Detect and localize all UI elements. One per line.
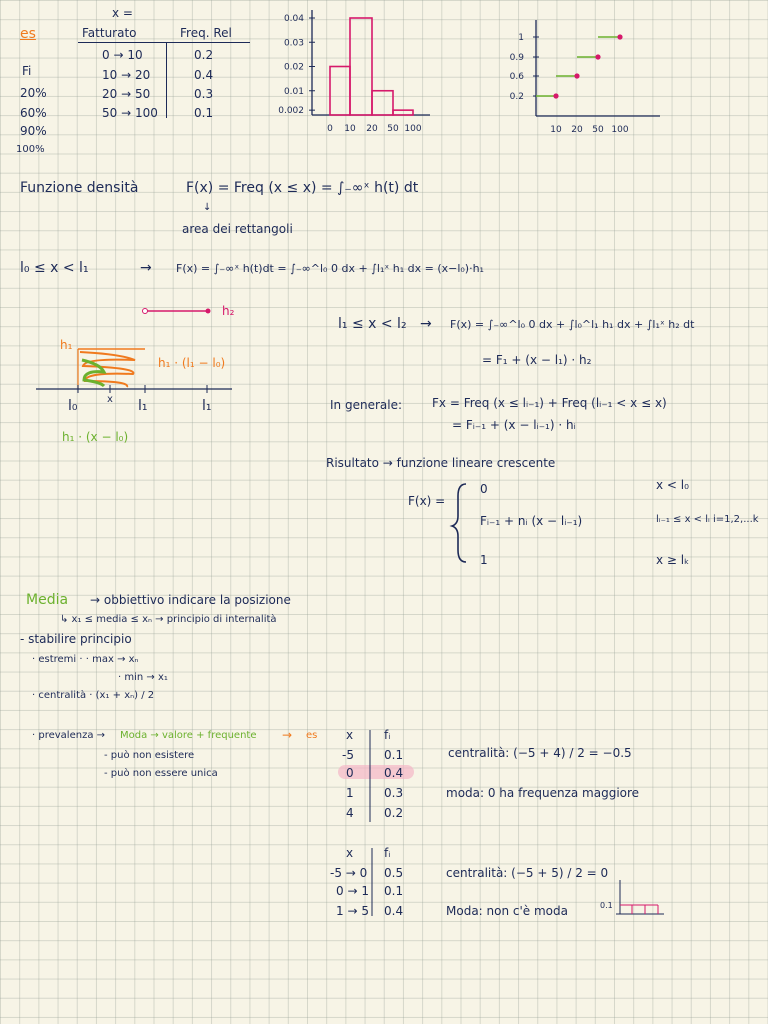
t2-cell: 1 → 5 — [336, 904, 369, 918]
result-case-cond: x ≥ lₖ — [656, 553, 690, 567]
t2-head: x — [346, 846, 354, 860]
t2-cell: 0.5 — [384, 866, 404, 880]
step-y-tick-label: 0.6 — [509, 72, 524, 82]
media-bullet: · min → x₁ — [118, 672, 168, 683]
step-x-tick-label: 20 — [571, 125, 583, 135]
media-goal: → obbiettivo indicare la posizione — [90, 593, 291, 607]
t2-centralita: centralità: (−5 + 5) / 2 = 0 — [446, 866, 609, 880]
col-header-freq: Freq. Rel — [180, 26, 232, 40]
t2-cell: 0 → 1 — [336, 884, 369, 898]
table-cell: 20 → 50 — [102, 87, 151, 101]
density-arrow: ↓ — [203, 202, 212, 213]
sketch-x: x — [107, 394, 113, 405]
result-label: Risultato → funzione lineare crescente — [326, 456, 556, 470]
closed-dot — [206, 309, 211, 314]
hist-x-tick-label: 20 — [366, 124, 378, 134]
general-label: In generale: — [330, 398, 402, 412]
table-cell: 0 → 10 — [102, 48, 143, 62]
hist-y-tick-label: 0.03 — [283, 38, 304, 49]
hist-x-tick-label: 0 — [327, 124, 333, 134]
density-formula: F(x) = Freq (x ≤ x) = ∫₋∞ˣ h(t) dt — [186, 180, 419, 196]
media-bullet: - stabilire principio — [20, 632, 132, 646]
moda-note: - può non essere unica — [104, 768, 218, 779]
hist-y-tick-label: 0.04 — [283, 14, 304, 24]
step-y-tick-label: 0.2 — [509, 92, 524, 102]
result-case: 0 — [480, 482, 488, 496]
sketch-l0: l₀ — [68, 398, 78, 414]
t2-tick: 0.1 — [600, 901, 613, 910]
result-case: 1 — [480, 553, 488, 567]
table-cell: 0.2 — [194, 48, 214, 62]
t2-cell: -5 → 0 — [330, 866, 368, 880]
moda-es: es — [306, 730, 318, 741]
t1-centralita: centralità: (−5 + 4) / 2 = −0.5 — [448, 746, 632, 760]
table-cell: 0.4 — [194, 68, 214, 82]
t1-cell: 4 — [346, 806, 354, 820]
t1-head: fᵢ — [384, 728, 391, 742]
t2-head: fᵢ — [384, 846, 391, 860]
hist-y-tick-label: 0.02 — [283, 62, 304, 73]
t2-cell: 0.4 — [384, 904, 404, 918]
t1-moda: moda: 0 ha frequenza maggiore — [446, 786, 640, 800]
sketch-h2: h₂ — [222, 304, 235, 318]
media-bullet: · centralità · (x₁ + xₙ) / 2 — [32, 690, 155, 701]
es-label: es — [20, 26, 36, 42]
left-label: 90% — [20, 124, 47, 138]
case1-arrow: → — [140, 260, 152, 276]
moda-note: - può non esistere — [104, 750, 195, 761]
left-label: Fi — [22, 64, 32, 78]
case1-formula: F(x) = ∫₋∞ˣ h(t)dt = ∫₋∞^l₀ 0 dx + ∫l₁ˣ h₁ dx = (x−l₀)·h₁ — [176, 262, 484, 275]
t1-cell: 0.2 — [384, 806, 404, 820]
case1-condition: l₀ ≤ x < l₁ — [20, 260, 89, 276]
case2-condition: l₁ ≤ x < l₂ — [338, 316, 407, 332]
t1-cell: 0.1 — [384, 748, 404, 762]
hist-y-tick-label: 0.002 — [278, 106, 304, 117]
media-title: Media — [26, 592, 69, 608]
t1-cell: 0.3 — [384, 786, 404, 800]
left-label: 100% — [16, 144, 45, 155]
step-x-tick-label: 10 — [550, 125, 562, 135]
density-title: Funzione densità — [20, 180, 139, 196]
media-bullet: · estremi · · max → xₙ — [32, 654, 139, 665]
left-label: 20% — [20, 86, 47, 100]
table-cell: 0.3 — [194, 87, 214, 101]
sketch-area-label: h₁ · (l₁ − l₀) — [158, 356, 226, 370]
step-y-tick-label: 0.9 — [509, 53, 524, 63]
result-case-cond: lᵢ₋₁ ≤ x < lᵢ i=1,2,...k — [656, 514, 759, 525]
t1-cell: 1 — [346, 786, 354, 800]
table-cell: 50 → 100 — [102, 106, 158, 120]
open-dot — [143, 309, 148, 314]
t1-head: x — [346, 728, 354, 742]
step-x-tick-label: 100 — [611, 125, 629, 135]
hist-y-tick-label: 0.01 — [283, 86, 304, 97]
case2-result: = F₁ + (x − l₁) · h₂ — [482, 353, 592, 367]
hist-x-tick-label: 100 — [404, 124, 422, 134]
general-line1: Fx = Freq (x ≤ lᵢ₋₁) + Freq (lᵢ₋₁ < x ≤ x) — [432, 396, 667, 410]
col-header-fatturato: Fatturato — [82, 26, 137, 40]
prevalenza-label: · prevalenza → — [32, 730, 105, 741]
sketch-green-label: h₁ · (x − l₀) — [62, 430, 129, 444]
hist-x-tick-label: 10 — [344, 124, 356, 134]
t1-cell: 0 — [346, 766, 354, 780]
general-line2: = Fᵢ₋₁ + (x − lᵢ₋₁) · hᵢ — [452, 418, 576, 432]
result-case: Fᵢ₋₁ + nᵢ (x − lᵢ₋₁) — [480, 514, 583, 528]
moda-arrow: → — [282, 728, 293, 742]
moda-def: Moda → valore + frequente — [120, 730, 257, 741]
cases-brace — [452, 484, 466, 562]
sketch-l1: l₁ — [138, 398, 148, 414]
density-note: area dei rettangoli — [182, 222, 293, 236]
x-eq: x = — [112, 6, 133, 20]
left-label: 60% — [20, 106, 47, 120]
table-cell: 0.1 — [194, 106, 214, 120]
media-sub: ↳ x₁ ≤ media ≤ xₙ → principio di internalità — [60, 614, 277, 625]
t1-cell: -5 — [342, 748, 354, 762]
sketch-l2: l₁ — [202, 398, 212, 414]
case2-arrow: → — [420, 316, 432, 332]
table-cell: 10 → 20 — [102, 68, 151, 82]
t2-moda: Moda: non c'è moda — [446, 904, 568, 918]
case2-formula: F(x) = ∫₋∞^l₀ 0 dx + ∫l₀^l₁ h₁ dx + ∫l₁ˣ h₂ dt — [450, 318, 695, 331]
sketch-h1: h₁ — [60, 338, 73, 352]
result-fx: F(x) = — [408, 494, 446, 508]
t1-cell: 0.4 — [384, 766, 404, 780]
result-case-cond: x < l₀ — [656, 478, 689, 492]
step-y-tick-label: 1 — [518, 33, 524, 43]
hist-x-tick-label: 50 — [387, 124, 399, 134]
step-x-tick-label: 50 — [592, 125, 604, 135]
t2-cell: 0.1 — [384, 884, 404, 898]
